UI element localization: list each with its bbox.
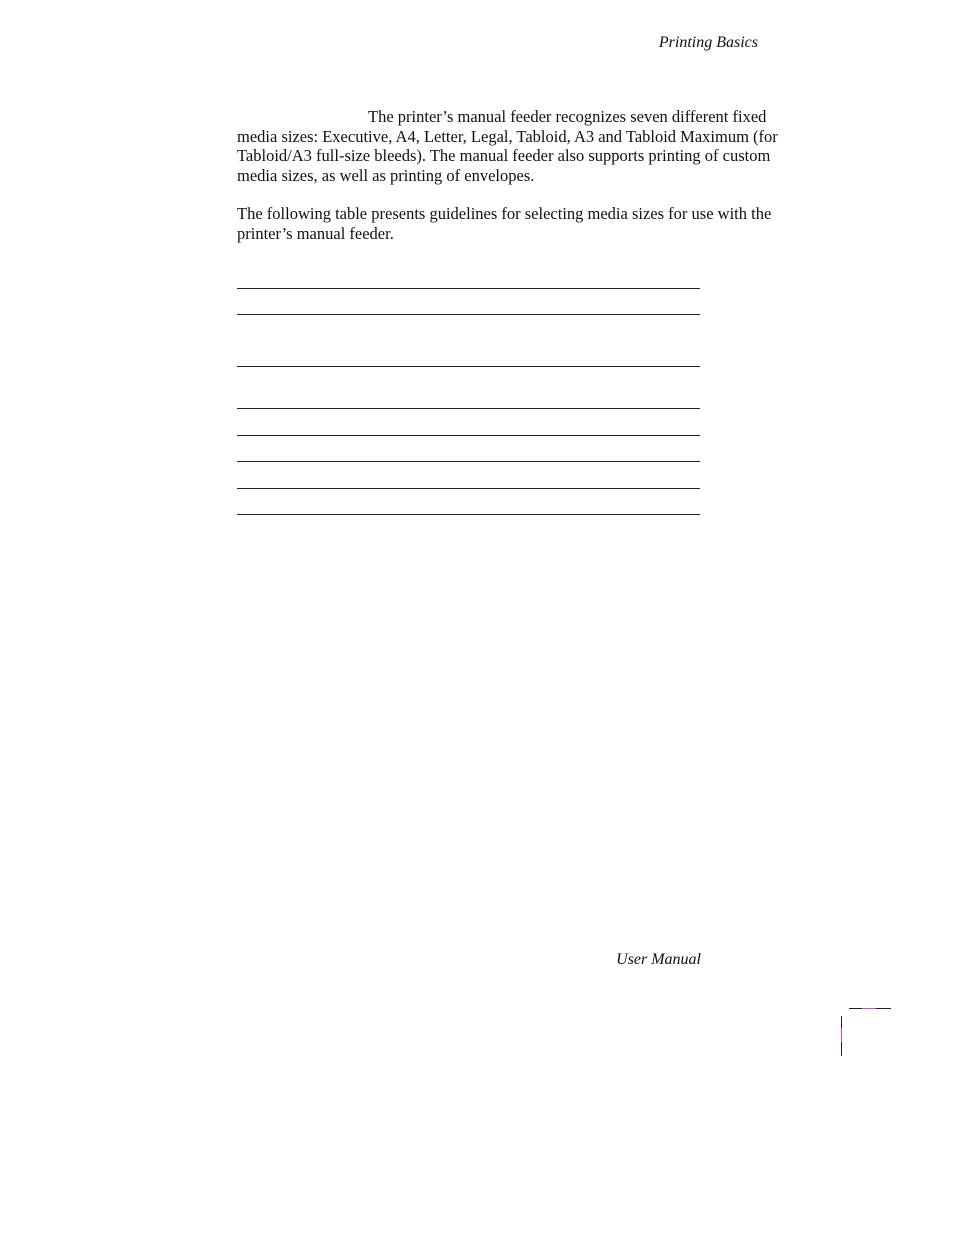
- footer-title: User Manual: [616, 951, 701, 968]
- table-rule: [237, 366, 700, 367]
- crop-mark-horizontal-accent: [862, 1008, 876, 1009]
- intro-paragraph-text: The printer’s manual feeder recognizes seven different fixed media sizes: Executive, A4, Letter, Legal, Tabloid, A3 and Tabloid Maximum (for Tabloid/A3 full-size bleeds). The manual feeder also supports printing of custom media sizes, as well as printing of envelopes.: [237, 107, 778, 185]
- running-header: Printing Basics: [658, 34, 758, 51]
- table-rule: [237, 314, 700, 315]
- table-rule: [237, 488, 700, 489]
- table-rule: [237, 408, 700, 409]
- intro-paragraph: [237, 107, 793, 185]
- table-rule: [237, 461, 700, 462]
- table-rule-top: [237, 288, 700, 289]
- table-rule-bottom: [237, 514, 700, 515]
- crop-mark-vertical-accent: [841, 1028, 842, 1042]
- table-lead-paragraph: The following table presents guidelines for selecting media sizes for use with the printer’s manual feeder.: [237, 204, 772, 243]
- table-rule: [237, 435, 700, 436]
